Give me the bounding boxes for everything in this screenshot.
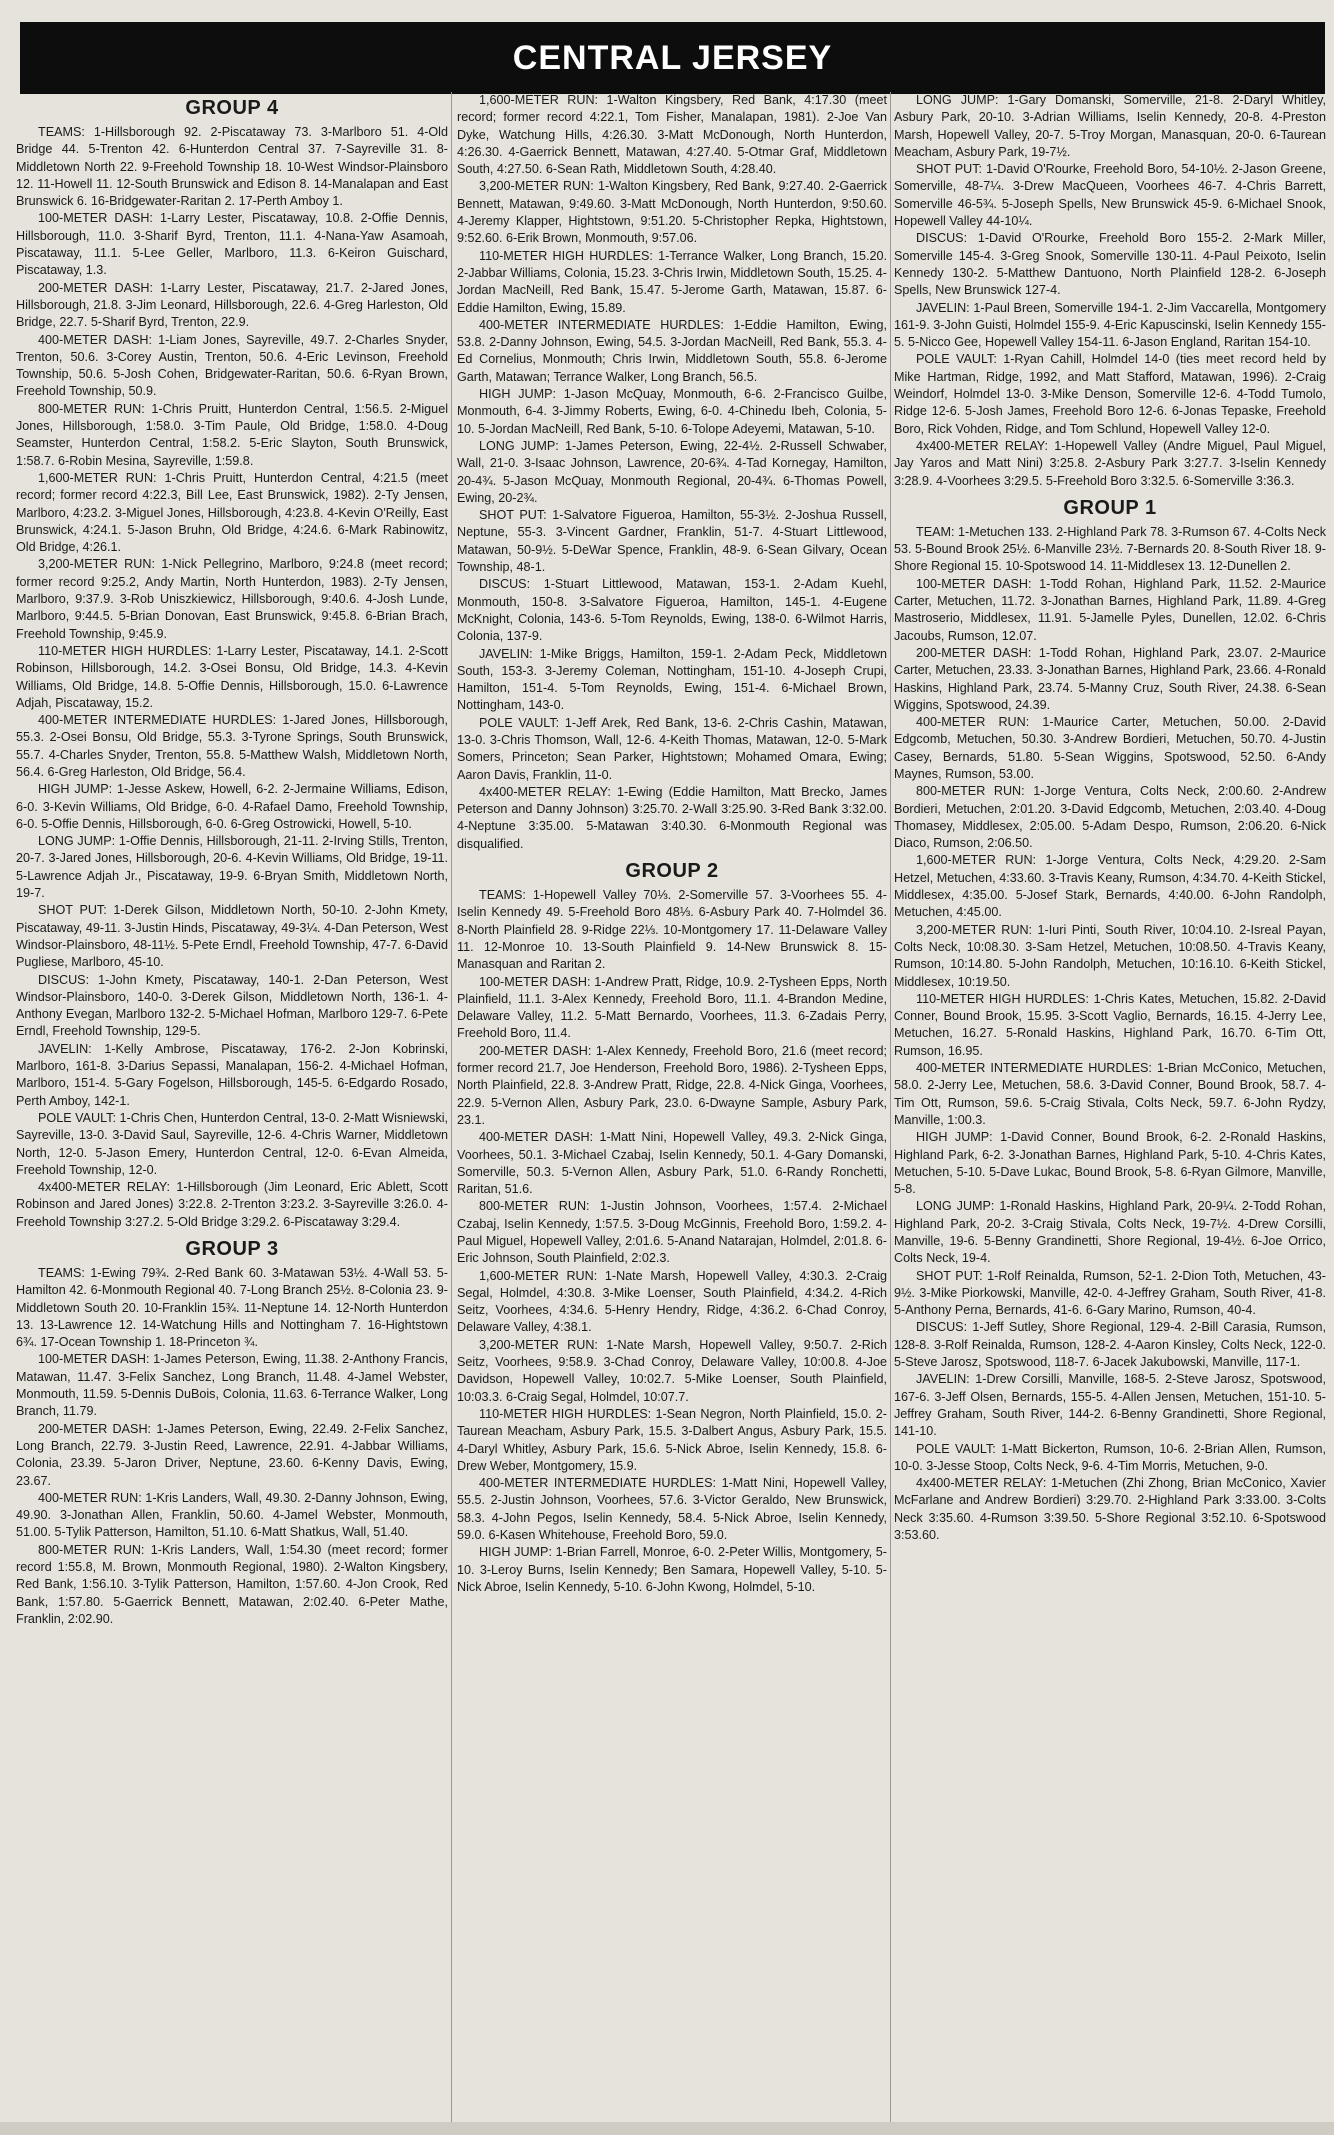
column-divider <box>451 92 452 2122</box>
result-paragraph: 110-METER HIGH HURDLES: 1-Larry Lester, Piscataway, 14.1. 2-Scott Robinson, Hillsborough, 14.2. 3-Osei Bonsu, Old Bridge, 14.3. 4-Kevin Williams, Old Bridge, 14.8. 5-Offie Dennis, Hillsborough, 15.0. 6-Lawrence Adjah, Piscataway, 15.2. <box>16 643 448 710</box>
result-paragraph: DISCUS: 1-Jeff Sutley, Shore Regional, 129-4. 2-Bill Carasia, Rumson, 128-8. 3-Rolf Reinalda, Rumson, 128-2. 4-Aaron Kinsley, Colts Neck, 122-0. 5-Steve Jarosz, Spotswood, 118-7. 6-Jacek Jakubowski, Manville, 117-1. <box>894 1320 1326 1370</box>
result-paragraph: 4x400-METER RELAY: 1-Hillsborough (Jim Leonard, Eric Ablett, Scott Robinson and Jared Jones) 3:22.8. 2-Trenton 3:23.2. 3-Sayreville 3:26.0. 4-Freehold Township 3:27.2. 5-Old Bridge 3:29.2. 6-Piscataway 3:29.4. <box>16 1180 448 1229</box>
result-paragraph: 4x400-METER RELAY: 1-Metuchen (Zhi Zhong, Brian McConico, Xavier McFarlane and Andrew Bordieri) 3:29.70. 2-Highland Park 3:33.00. 3-Colts Neck 3:35.60. 4-Rumson 3:39.50. 5-Shore Regional 3:52.10. 6-Spotswood 3:53.60. <box>894 1476 1326 1543</box>
result-paragraph: 400-METER INTERMEDIATE HURDLES: 1-Jared Jones, Hillsborough, 55.3. 2-Osei Bonsu, Old Bridge, 55.3. 3-Tyrone Springs, South Brunswick, 55.7. 4-Charles Snyder, Trenton, 55.8. 5-Matthew Walsh, Middletown North, 56.4. 6-Greg Harleston, Old Bridge, 56.4. <box>16 713 448 779</box>
column-3 <box>894 92 1326 2122</box>
result-paragraph: 400-METER DASH: 1-Liam Jones, Sayreville, 49.7. 2-Charles Snyder, Trenton, 50.6. 3-Corey Austin, Trenton, 50.6. 4-Eric Levinson, Freehold Township, 50.6. 5-Josh Cohen, Bridgewater-Raritan, 50.6. 6-Ryan Brown, Freehold Township, 50.9. <box>16 332 448 399</box>
group-3-heading: GROUP 3 <box>185 1238 279 1260</box>
result-paragraph: 3,200-METER RUN: 1-Iuri Pinti, South River, 10:04.10. 2-Isreal Payan, Colts Neck, 10:08.30. 3-Sam Hetzel, Metuchen, 10:08.50. 4-Travis Keany, Rumson, 10:14.80. 5-John Randolph, Metuchen, 10:16.10. 6-Keith Stickel, Middlesex, 10:19.50. <box>894 922 1326 989</box>
result-paragraph: 4x400-METER RELAY: 1-Ewing (Eddie Hamilton, Matt Brecko, James Peterson and Danny Johnson) 3:25.70. 2-Wall 3:25.90. 3-Red Bank 3:32.00. 4-Neptune 3:35.00. 5-Matawan 3:40.30. 6-Monmouth Regional was disqualified. <box>457 784 887 851</box>
result-paragraph: LONG JUMP: 1-Ronald Haskins, Highland Park, 20-9¼. 2-Todd Rohan, Highland Park, 20-2. 3-Craig Stivala, Colts Neck, 19-7½. 4-Drew Corsilli, Manville, 19-6. 5-Benny Grandinetti, Shore Regional, 19-4½. 6-Joe Orrico, Colts Neck, 19-4. <box>894 1199 1326 1266</box>
result-paragraph: 200-METER DASH: 1-James Peterson, Ewing, 22.49. 2-Felix Sanchez, Long Branch, 22.79. 3-Justin Reed, Lawrence, 22.91. 4-Jabbar Williams, Colonia, 23.39. 5-Jaron Driver, Neptune, 23.60. 6-Kenny Davis, Ewing, 23.67. <box>16 1421 448 1488</box>
result-paragraph: LONG JUMP: 1-Gary Domanski, Somerville, 21-8. 2-Daryl Whitley, Asbury Park, 20-10. 3-Adrian Williams, Iselin Kennedy, 20-8. 4-Preston Marsh, Hopewell Valley, 20-7. 5-Troy Morgan, Manasquan, 20-0. 6-Taurean Meacham, Asbury Park, 19-7½. <box>894 93 1326 159</box>
result-paragraph: 400-METER INTERMEDIATE HURDLES: 1-Matt Nini, Hopewell Valley, 55.5. 2-Justin Johnson, Voorhees, 57.6. 3-Victor Geraldo, New Brunswick, 58.3. 4-John Pegos, Iselin Kennedy, 58.4. 5-Nick Abroe, Iselin Kennedy, 59.0. 6-Kasen Whitehouse, Freehold Boro, 59.0. <box>457 1476 887 1543</box>
result-paragraph: 3,200-METER RUN: 1-Walton Kingsbery, Red Bank, 9:27.40. 2-Gaerrick Bennett, Matawan, 9:49.60. 3-Matt McDonough, North Hunterdon, 9:50.60. 4-Jeremy Klapper, Hightstown, 9:51.20. 5-Christopher Repka, Hightstown, 9:52.60. 6-Erik Brown, Monmouth, 9:57.06. <box>457 179 887 246</box>
result-paragraph: 4x400-METER RELAY: 1-Hopewell Valley (Andre Miguel, Paul Miguel, Jay Yaros and Matt Nini) 3:25.8. 2-Asbury Park 3:27.7. 3-Iselin Kennedy 3:28.9. 4-Voorhees 3:29.5. 5-Freehold Boro 3:32.5. 6-Somerville 3:36.3. <box>894 438 1326 488</box>
result-paragraph: JAVELIN: 1-Kelly Ambrose, Piscataway, 176-2. 2-Jon Kobrinski, Marlboro, 161-8. 3-Darius Sepassi, Manalapan, 156-2. 4-Michael Hofman, Marlboro, 151-4. 5-Gary Fogelson, Hillsborough, 145-5. 6-Edgardo Rosado, Perth Amboy, 142-1. <box>16 1041 448 1108</box>
result-paragraph: POLE VAULT: 1-Ryan Cahill, Holmdel 14-0 (ties meet record held by Mike Hartman, Ridge, 1992, and Matt Stafford, Matawan, 1996). 2-Craig Weindorf, Holmdel 13-0. 3-Mike Denson, Somerville 12-6. 4-Todd Tumolo, Ridge 12-6. 5-Josh James, Freehold Boro 12-6. 6-Jonas Tepaske, Freehold Boro, Rick Vohden, Ridge, and Tom Schlund, Hopewell Valley 12-0. <box>894 352 1326 436</box>
result-paragraph: JAVELIN: 1-Drew Corsilli, Manville, 168-5. 2-Steve Jarosz, Spotswood, 167-6. 3-Jeff Olsen, Bernards, 155-5. 4-Allen Jensen, Metuchen, 151-10. 5-Jeffrey Graham, South River, 144-2. 6-Benny Grandinetti, Shore Regional, 141-10. <box>894 1372 1326 1439</box>
group-2-results-continued <box>894 92 1326 490</box>
result-paragraph: 400-METER INTERMEDIATE HURDLES: 1-Eddie Hamilton, Ewing, 53.8. 2-Danny Johnson, Ewing, 54.5. 3-Jordan MacNeill, Red Bank, 55.3. 4-Ed Cornelius, Monmouth; Chris Irwin, Middletown South, 55.8. 6-Jerome Garth, Matawan; Terrance Walker, Long Branch, 56.5. <box>457 317 887 384</box>
result-paragraph: POLE VAULT: 1-Matt Bickerton, Rumson, 10-6. 2-Brian Allen, Rumson, 10-0. 3-Jesse Stoop, Colts Neck, 9-6. 4-Tim Morris, Metuchen, 9-0. <box>894 1441 1326 1473</box>
result-paragraph: LONG JUMP: 1-Offie Dennis, Hillsborough, 21-11. 2-Irving Stills, Trenton, 20-7. 3-Jared Jones, Hillsborough, 20-6. 4-Kevin Williams, Old Bridge, 19-11. 5-Lawrence Adjah Jr., Piscataway, 19-9. 6-Bryan Smith, Middletown North, 19-7. <box>16 834 448 901</box>
result-paragraph: 110-METER HIGH HURDLES: 1-Terrance Walker, Long Branch, 15.20. 2-Jabbar Williams, Colonia, 15.23. 3-Chris Irwin, Middletown South, 15.25. 4-Jordan MacNeill, Red Bank, 15.47. 5-Jerome Garth, Matawan, 15.87. 6-Eddie Hamilton, Ewing, 15.89. <box>457 248 887 315</box>
group-4-results <box>16 124 448 1231</box>
result-paragraph: 3,200-METER RUN: 1-Nick Pellegrino, Marlboro, 9:24.8 (meet record; former record 9:25.2, Andy Martin, North Hunterdon, 1983). 2-Ty Jensen, Marlboro, 9:37.9. 3-Rob Uniszkiewicz, Hillsborough, 9:40.6. 4-Josh Lunde, Marlboro, 9:44.5. 5-Brian Donovan, East Brunswick, 9:45.8. 6-Brian Brach, Freehold Township, 9:45.9. <box>16 557 448 641</box>
result-paragraph: TEAM: 1-Metuchen 133. 2-Highland Park 78. 3-Rumson 67. 4-Colts Neck 53. 5-Bound Brook 25½. 6-Manville 23½. 7-Bernards 20. 8-South River 18. 9-Shore Regional 15. 10-Spotswood 14. 11-Middlesex 13. 12-Dunellen 2. <box>894 524 1326 574</box>
result-paragraph: DISCUS: 1-John Kmety, Piscataway, 140-1. 2-Dan Peterson, West Windsor-Plainsboro, 140-0. 3-Derek Gilson, Middletown North, 136-1. 4-Anthony Evegan, Marlboro 132-2. 5-Michael Hofman, Marlboro 129-7. 6-Pete Erndl, Freehold Township, 129-5. <box>16 972 448 1039</box>
result-paragraph: SHOT PUT: 1-Rolf Reinalda, Rumson, 52-1. 2-Dion Toth, Metuchen, 43-9½. 3-Mike Piorkowski, Manville, 42-0. 4-Jeffrey Graham, South River, 41-8. 5-Anthony Perna, Bernards, 41-6. 6-Gary Marino, Rumson, 40-4. <box>894 1268 1326 1318</box>
result-paragraph: TEAMS: 1-Hopewell Valley 70⅓. 2-Somerville 57. 3-Voorhees 55. 4-Iselin Kennedy 49. 5-Freehold Boro 48⅓. 6-Asbury Park 40. 7-Holmdel 36. 8-North Plainfield 28. 9-Ridge 22⅓. 10-Montgomery 17. 11-Delaware Valley 11. 12-Monroe 10. 13-South Plainfield 9. 14-New Brunswick 8. 15-Manasquan and Raritan 2. <box>457 888 887 972</box>
result-paragraph: POLE VAULT: 1-Chris Chen, Hunterdon Central, 13-0. 2-Matt Wisniewski, Sayreville, 13-0. 3-David Saul, Sayreville, 12-6. 4-Chris Warner, Middletown North, 12-0. 5-Jason Emery, Hunterdon Central, 12-0. 6-Evan Almeida, Freehold Township, 12-0. <box>16 1110 448 1177</box>
result-paragraph: TEAMS: 1-Hillsborough 92. 2-Piscataway 73. 3-Marlboro 51. 4-Old Bridge 44. 5-Trenton 42. 6-Hunterdon Central 37. 7-Sayreville 31. 8-Middletown North 22. 9-Freehold Township 18. 10-West Windsor-Plainsboro 12. 11-Howell 11. 12-South Brunswick and Edison 8. 14-Manalapan and East Brunswick 6. 16-Bridgewater-Raritan 2. 17-Perth Amboy 1. <box>16 125 448 209</box>
result-paragraph: DISCUS: 1-David O'Rourke, Freehold Boro 155-2. 2-Mark Miller, Somerville 145-4. 3-Greg Snook, Somerville 130-11. 4-Paul Peixoto, Iselin Kennedy 130-2. 5-Matthew Dantuono, North Plainfield 128-2. 6-Joseph Spells, New Brunswick 127-4. <box>894 231 1326 298</box>
section-banner <box>20 22 1325 94</box>
result-paragraph: DISCUS: 1-Stuart Littlewood, Matawan, 153-1. 2-Adam Kuehl, Monmouth, 150-8. 3-Salvatore Figueroa, Hamilton, 145-1. 4-Eugene McKnight, Colonia, 143-6. 5-Tom Reynolds, Ewing, 138-0. 6-Wilmot Harris, Colonia, 137-9. <box>457 577 887 644</box>
result-paragraph: 110-METER HIGH HURDLES: 1-Sean Negron, North Plainfield, 15.0. 2-Taurean Meacham, Asbury Park, 15.5. 3-Dalbert Angus, Asbury Park, 15.5. 4-Daryl Whitley, Asbury Park, 15.6. 5-Nick Abroe, Iselin Kennedy, 15.8. 6-Drew Weber, Montgomery, 15.9. <box>457 1406 887 1473</box>
column-divider <box>890 92 891 2122</box>
result-paragraph: SHOT PUT: 1-Derek Gilson, Middletown North, 50-10. 2-John Kmety, Piscataway, 49-11. 3-Justin Hinds, Piscataway, 49-3¼. 4-Dan Peterson, West Windsor-Plainsboro, 48-11½. 5-Pete Erndl, Freehold Township, 47-7. 6-David Pugliese, Marlboro, 45-10. <box>16 903 448 970</box>
result-paragraph: LONG JUMP: 1-James Peterson, Ewing, 22-4½. 2-Russell Schwaber, Wall, 21-0. 3-Isaac Johnson, Lawrence, 20-6¾. 4-Tad Kornegay, Hamilton, 20-4¾. 5-Jason McQuay, Monmouth Regional, 20-4¾. 6-Thomas Powell, Ewing, 20-2¾. <box>457 438 887 505</box>
result-paragraph: SHOT PUT: 1-David O'Rourke, Freehold Boro, 54-10½. 2-Jason Greene, Somerville, 48-7¼. 3-Drew MacQueen, Voorhees 46-7. 4-Chris Barrett, Somerville 46-5¾. 5-Joseph Spells, New Brunswick 45-9. 6-Michael Snook, Hopewell Valley 44-10¼. <box>894 162 1326 229</box>
result-paragraph: 110-METER HIGH HURDLES: 1-Chris Kates, Metuchen, 15.82. 2-David Conner, Bound Brook, 15.95. 3-Scott Vaglio, Bernards, 16.15. 4-Jerry Lee, Metuchen, 16.27. 5-Ronald Haskins, Highland Park, 16.70. 6-Tim Ott, Rumson, 16.95. <box>894 991 1326 1058</box>
result-paragraph: SHOT PUT: 1-Salvatore Figueroa, Hamilton, 55-3½. 2-Joshua Russell, Neptune, 55-3. 3-Vincent Gardner, Franklin, 51-7. 4-Stuart Littlewood, Matawan, 50-9½. 5-DeWar Spence, Franklin, 48-9. 6-Sean Gilvary, Ocean Township, 48-1. <box>457 508 887 575</box>
result-paragraph: 200-METER DASH: 1-Alex Kennedy, Freehold Boro, 21.6 (meet record; former record 21.7, Joe Henderson, Freehold Boro, 1986). 2-Tysheen Epps, North Plainfield, 22.8. 3-Andrew Pratt, Ridge, 22.8. 4-Nick Ginga, Voorhees, 22.9. 5-Vernon Allen, Asbury Park, 23.0. 6-Dwayne Sample, Asbury Park, 23.1. <box>457 1043 887 1127</box>
result-paragraph: 100-METER DASH: 1-Andrew Pratt, Ridge, 10.9. 2-Tysheen Epps, North Plainfield, 11.1. 3-Alex Kennedy, Freehold Boro, 11.1. 4-Brandon Medine, Delaware Valley, 11.2. 5-Matt Bernardo, Voorhees, 11.3. 6-Zadais Perry, Freehold Boro, 11.4. <box>457 974 887 1041</box>
result-paragraph: 1,600-METER RUN: 1-Walton Kingsbery, Red Bank, 4:17.30 (meet record; former record 4:22.1, Tom Fisher, Manalapan, 1981). 2-Joe Van Dyke, Watchung Hills, 4:26.30. 3-Matt McDonough, North Hunterdon, 4:26.30. 4-Gaerrick Bennett, Matawan, 4:27.40. 5-Otmar Graf, Middletown South, 4:27.50. 6-Sean Rath, Middletown South, 4:28.40. <box>457 93 887 177</box>
result-paragraph: 200-METER DASH: 1-Larry Lester, Piscataway, 21.7. 2-Jared Jones, Hillsborough, 21.8. 3-Jim Leonard, Hillsborough, 22.6. 4-Greg Harleston, Old Bridge, 22.7. 5-Sharif Byrd, Trenton, 22.9. <box>16 280 448 330</box>
result-paragraph: HIGH JUMP: 1-Jason McQuay, Monmouth, 6-6. 2-Francisco Guilbe, Monmouth, 6-4. 3-Jimmy Roberts, Ewing, 6-0. 4-Chinedu Ibeh, Colonia, 5-10. 5-Jordan MacNeill, Red Bank, 5-10. 6-Tolope Adeyemi, Matawan, 5-10. <box>457 387 887 436</box>
result-paragraph: HIGH JUMP: 1-Brian Farrell, Monroe, 6-0. 2-Peter Willis, Montgomery, 5-10. 3-Leroy Burns, Iselin Kennedy; Ben Samara, Hopewell Valley, 5-10. 5-Nick Abroe, Iselin Kennedy, 5-10. 6-John Kwong, Holmdel, 5-10. <box>457 1545 887 1594</box>
result-paragraph: 100-METER DASH: 1-Todd Rohan, Highland Park, 11.52. 2-Maurice Carter, Metuchen, 11.72. 3-Jonathan Barnes, Highland Park, 11.89. 4-Greg Mastroserio, Middlesex, 11.91. 5-Jamelle Pyles, Dunellen, 12.02. 6-Chris Jacoubs, Rumson, 12.07. <box>894 576 1326 643</box>
column-2 <box>457 92 887 2122</box>
result-paragraph: HIGH JUMP: 1-Jesse Askew, Howell, 6-2. 2-Jermaine Williams, Edison, 6-0. 3-Kevin Williams, Old Bridge, 6-0. 4-Rafael Damo, Freehold Township, 6-0. 5-Offie Dennis, Hillsborough, 6-0. 6-Greg Ostrowicki, Howell, 5-10. <box>16 782 448 831</box>
result-paragraph: 200-METER DASH: 1-Todd Rohan, Highland Park, 23.07. 2-Maurice Carter, Metuchen, 23.33. 3-Jonathan Barnes, Highland Park, 23.66. 4-Ronald Haskins, Highland Park, 23.74. 5-Manny Cruz, South River, 24.38. 6-Sean Wiggins, Spotswood, 24.39. <box>894 645 1326 712</box>
column-1 <box>16 92 448 2122</box>
group-4-heading: GROUP 4 <box>185 97 279 119</box>
result-paragraph: 400-METER RUN: 1-Kris Landers, Wall, 49.30. 2-Danny Johnson, Ewing, 49.90. 3-Jonathan Allen, Franklin, 50.60. 4-Jamel Webster, Monmouth, 51.00. 5-Tylik Patterson, Hamilton, 51.10. 6-Matt Shatkus, Wall, 51.40. <box>16 1490 448 1540</box>
group-3-results-continued <box>457 92 887 853</box>
result-paragraph: 100-METER DASH: 1-Larry Lester, Piscataway, 10.8. 2-Offie Dennis, Hillsborough, 11.0. 3-Sharif Byrd, Trenton, 11.1. 4-Nana-Yaw Asamoah, Piscataway, 11.1. 5-Lee Geller, Marlboro, 11.3. 6-Keiron Guischard, Piscataway, 1.3. <box>16 211 448 278</box>
group-2-heading: GROUP 2 <box>625 860 719 883</box>
result-paragraph: 800-METER RUN: 1-Justin Johnson, Voorhees, 1:57.4. 2-Michael Czabaj, Iselin Kennedy, 1:57.5. 3-Doug McGinnis, Freehold Boro, 1:59.2. 4-Paul Miguel, Hopewell Valley, 2:01.6. 5-Anand Natarajan, Holmdel, 2:01.8. 6-Eric Johnson, South Plainfield, 2:02.3. <box>457 1199 887 1266</box>
result-paragraph: 100-METER DASH: 1-James Peterson, Ewing, 11.38. 2-Anthony Francis, Matawan, 11.47. 3-Felix Sanchez, Long Branch, 11.48. 4-Jamel Webster, Monmouth, 11.59. 5-Dennis DuBois, Colonia, 11.63. 6-Terrance Walker, Long Branch, 11.79. <box>16 1352 448 1419</box>
group-1-heading: GROUP 1 <box>1063 496 1157 519</box>
result-paragraph: 1,600-METER RUN: 1-Nate Marsh, Hopewell Valley, 4:30.3. 2-Craig Segal, Holmdel, 4:30.8. 3-Mike Loenser, South Plainfield, 4:34.2. 4-Rich Seitz, Voorhees, 4:34.6. 5-Henry Hendry, Ridge, 4:36.2. 6-Chad Conroy, Delaware Valley, 4:38.1. <box>457 1268 887 1335</box>
result-paragraph: 800-METER RUN: 1-Jorge Ventura, Colts Neck, 2:00.60. 2-Andrew Bordieri, Metuchen, 2:01.20. 3-David Edgcomb, Metuchen, 2:03.40. 4-Doug Thomasey, Middlesex, 2:05.00. 5-Adam Despo, Rumson, 2:06.20. 6-Nick Diaco, Rumson, 2:06.50. <box>894 784 1326 851</box>
group-1-results <box>894 524 1326 1545</box>
result-paragraph: POLE VAULT: 1-Jeff Arek, Red Bank, 13-6. 2-Chris Cashin, Matawan, 13-0. 3-Chris Thomson, Wall, 12-6. 4-Keith Thomas, Matawan, 12-0. 5-Mark Somers, Princeton; Sean Parker, Hightstown; Mohamed Omara, Ewing; Aaron Davis, Franklin, 11-0. <box>457 715 887 782</box>
page-bottom-edge <box>0 2122 1334 2135</box>
result-paragraph: 1,600-METER RUN: 1-Chris Pruitt, Hunterdon Central, 4:21.5 (meet record; former record 4:22.3, Bill Lee, East Brunswick, 1982). 2-Ty Jensen, Marlboro, 4:23.2. 3-Miguel Jones, Hillsborough, 4:23.8. 4-Kevin O'Reilly, East Brunswick, 4:24.1. 5-Jason Bruhn, Old Bridge, 4:24.6. 6-Mark Rabinowitz, Old Bridge, 4:26.1. <box>16 470 448 555</box>
result-paragraph: 400-METER DASH: 1-Matt Nini, Hopewell Valley, 49.3. 2-Nick Ginga, Voorhees, 50.1. 3-Michael Czabaj, Iselin Kennedy, 50.1. 4-Gary Domanski, Somerville, 50.3. 5-Vernon Allen, Asbury Park, 51.0. 6-Randy Ronchetti, Raritan, 51.6. <box>457 1130 887 1197</box>
group-2-results <box>457 887 887 1596</box>
result-paragraph: HIGH JUMP: 1-David Conner, Bound Brook, 6-2. 2-Ronald Haskins, Highland Park, 6-2. 3-Jonathan Barnes, Highland Park, 5-10. 4-Chris Kates, Metuchen, 5-10. 5-Dave Lukac, Bound Brook, 5-8. 6-Ryan Gilmore, Manville, 5-8. <box>894 1130 1326 1197</box>
result-paragraph: 800-METER RUN: 1-Chris Pruitt, Hunterdon Central, 1:56.5. 2-Miguel Jones, Hillsborough, 1:58.0. 3-Tim Paule, Old Bridge, 1:58.0. 4-Doug Seamster, Hunterdon Central, 1:58.2. 5-Eric Slayton, South Brunswick, 1:58.7. 6-Robin Mesina, Sayreville, 1:59.8. <box>16 401 448 468</box>
result-paragraph: JAVELIN: 1-Mike Briggs, Hamilton, 159-1. 2-Adam Peck, Middletown South, 153-3. 3-Jeremy Coleman, Nottingham, 151-10. 4-Joseph Crupi, Hamilton, 151-4. 5-Tom Reynolds, Ewing, 151-4. 6-Michael Brown, Nottingham, 143-0. <box>457 646 887 713</box>
result-paragraph: JAVELIN: 1-Paul Breen, Somerville 194-1. 2-Jim Vaccarella, Montgomery 161-9. 3-John Guisti, Holmdel 155-9. 4-Eric Kapuscinski, Iselin Kennedy 155-5. 5-Nicco Gee, Hopewell Valley 154-11. 6-Jason England, Raritan 154-10. <box>894 300 1326 350</box>
result-paragraph: TEAMS: 1-Ewing 79¾. 2-Red Bank 60. 3-Matawan 53½. 4-Wall 53. 5-Hamilton 42. 6-Monmouth Regional 40. 7-Long Branch 25½. 8-Colonia 23. 9-Middletown South 20. 10-Franklin 15¾. 11-Neptune 14. 12-North Hunterdon 13. 13-Lawrence 12. 14-Watchung Hills and Nottingham 7. 16-Hightstown 6¾. 17-Ocean Township 1. 18-Princeton ¾. <box>16 1266 448 1350</box>
result-paragraph: 1,600-METER RUN: 1-Jorge Ventura, Colts Neck, 4:29.20. 2-Sam Hetzel, Metuchen, 4:33.60. 3-Travis Keany, Rumson, 4:34.70. 4-Keith Stickel, Middlesex, 4:35.00. 5-Josef Stark, Bernards, 4:40.00. 6-John Randolph, Metuchen, 4:45.00. <box>894 853 1326 920</box>
group-3-results <box>16 1265 448 1628</box>
result-paragraph: 800-METER RUN: 1-Kris Landers, Wall, 1:54.30 (meet record; former record 1:55.8, M. Brown, Monmouth Regional, 1980). 2-Walton Kingsbery, Red Bank, 1:56.10. 3-Tylik Patterson, Hamilton, 1:57.60. 4-Jon Crook, Red Bank, 1:57.80. 5-Gaerrick Bennett, Matawan, 2:02.40. 6-Peter Mathe, Franklin, 2:02.90. <box>16 1542 448 1626</box>
result-paragraph: 400-METER RUN: 1-Maurice Carter, Metuchen, 50.00. 2-David Edgcomb, Metuchen, 50.30. 3-Andrew Bordieri, Metuchen, 50.70. 4-Justin Casey, Bernards, 51.80. 5-Sean Wiggins, Spotswood, 52.50. 6-Andy Maynes, Rumson, 53.00. <box>894 715 1326 781</box>
result-paragraph: 3,200-METER RUN: 1-Nate Marsh, Hopewell Valley, 9:50.7. 2-Rich Seitz, Voorhees, 9:58.9. 3-Chad Conroy, Delaware Valley, 10:00.8. 4-Joe Davidson, Hopewell Valley, 10:02.7. 5-Mike Loenser, South Plainfield, 10:03.3. 6-Craig Segal, Holmdel, 10:07.7. <box>457 1337 887 1404</box>
result-paragraph: 400-METER INTERMEDIATE HURDLES: 1-Brian McConico, Metuchen, 58.0. 2-Jerry Lee, Metuchen, 58.6. 3-David Conner, Bound Brook, 58.7. 4-Tim Ott, Rumson, 59.6. 5-Craig Stivala, Colts Neck, 59.7. 6-John Rydzy, Manville, 1:00.3. <box>894 1061 1326 1127</box>
section-title: CENTRAL JERSEY <box>512 38 833 77</box>
